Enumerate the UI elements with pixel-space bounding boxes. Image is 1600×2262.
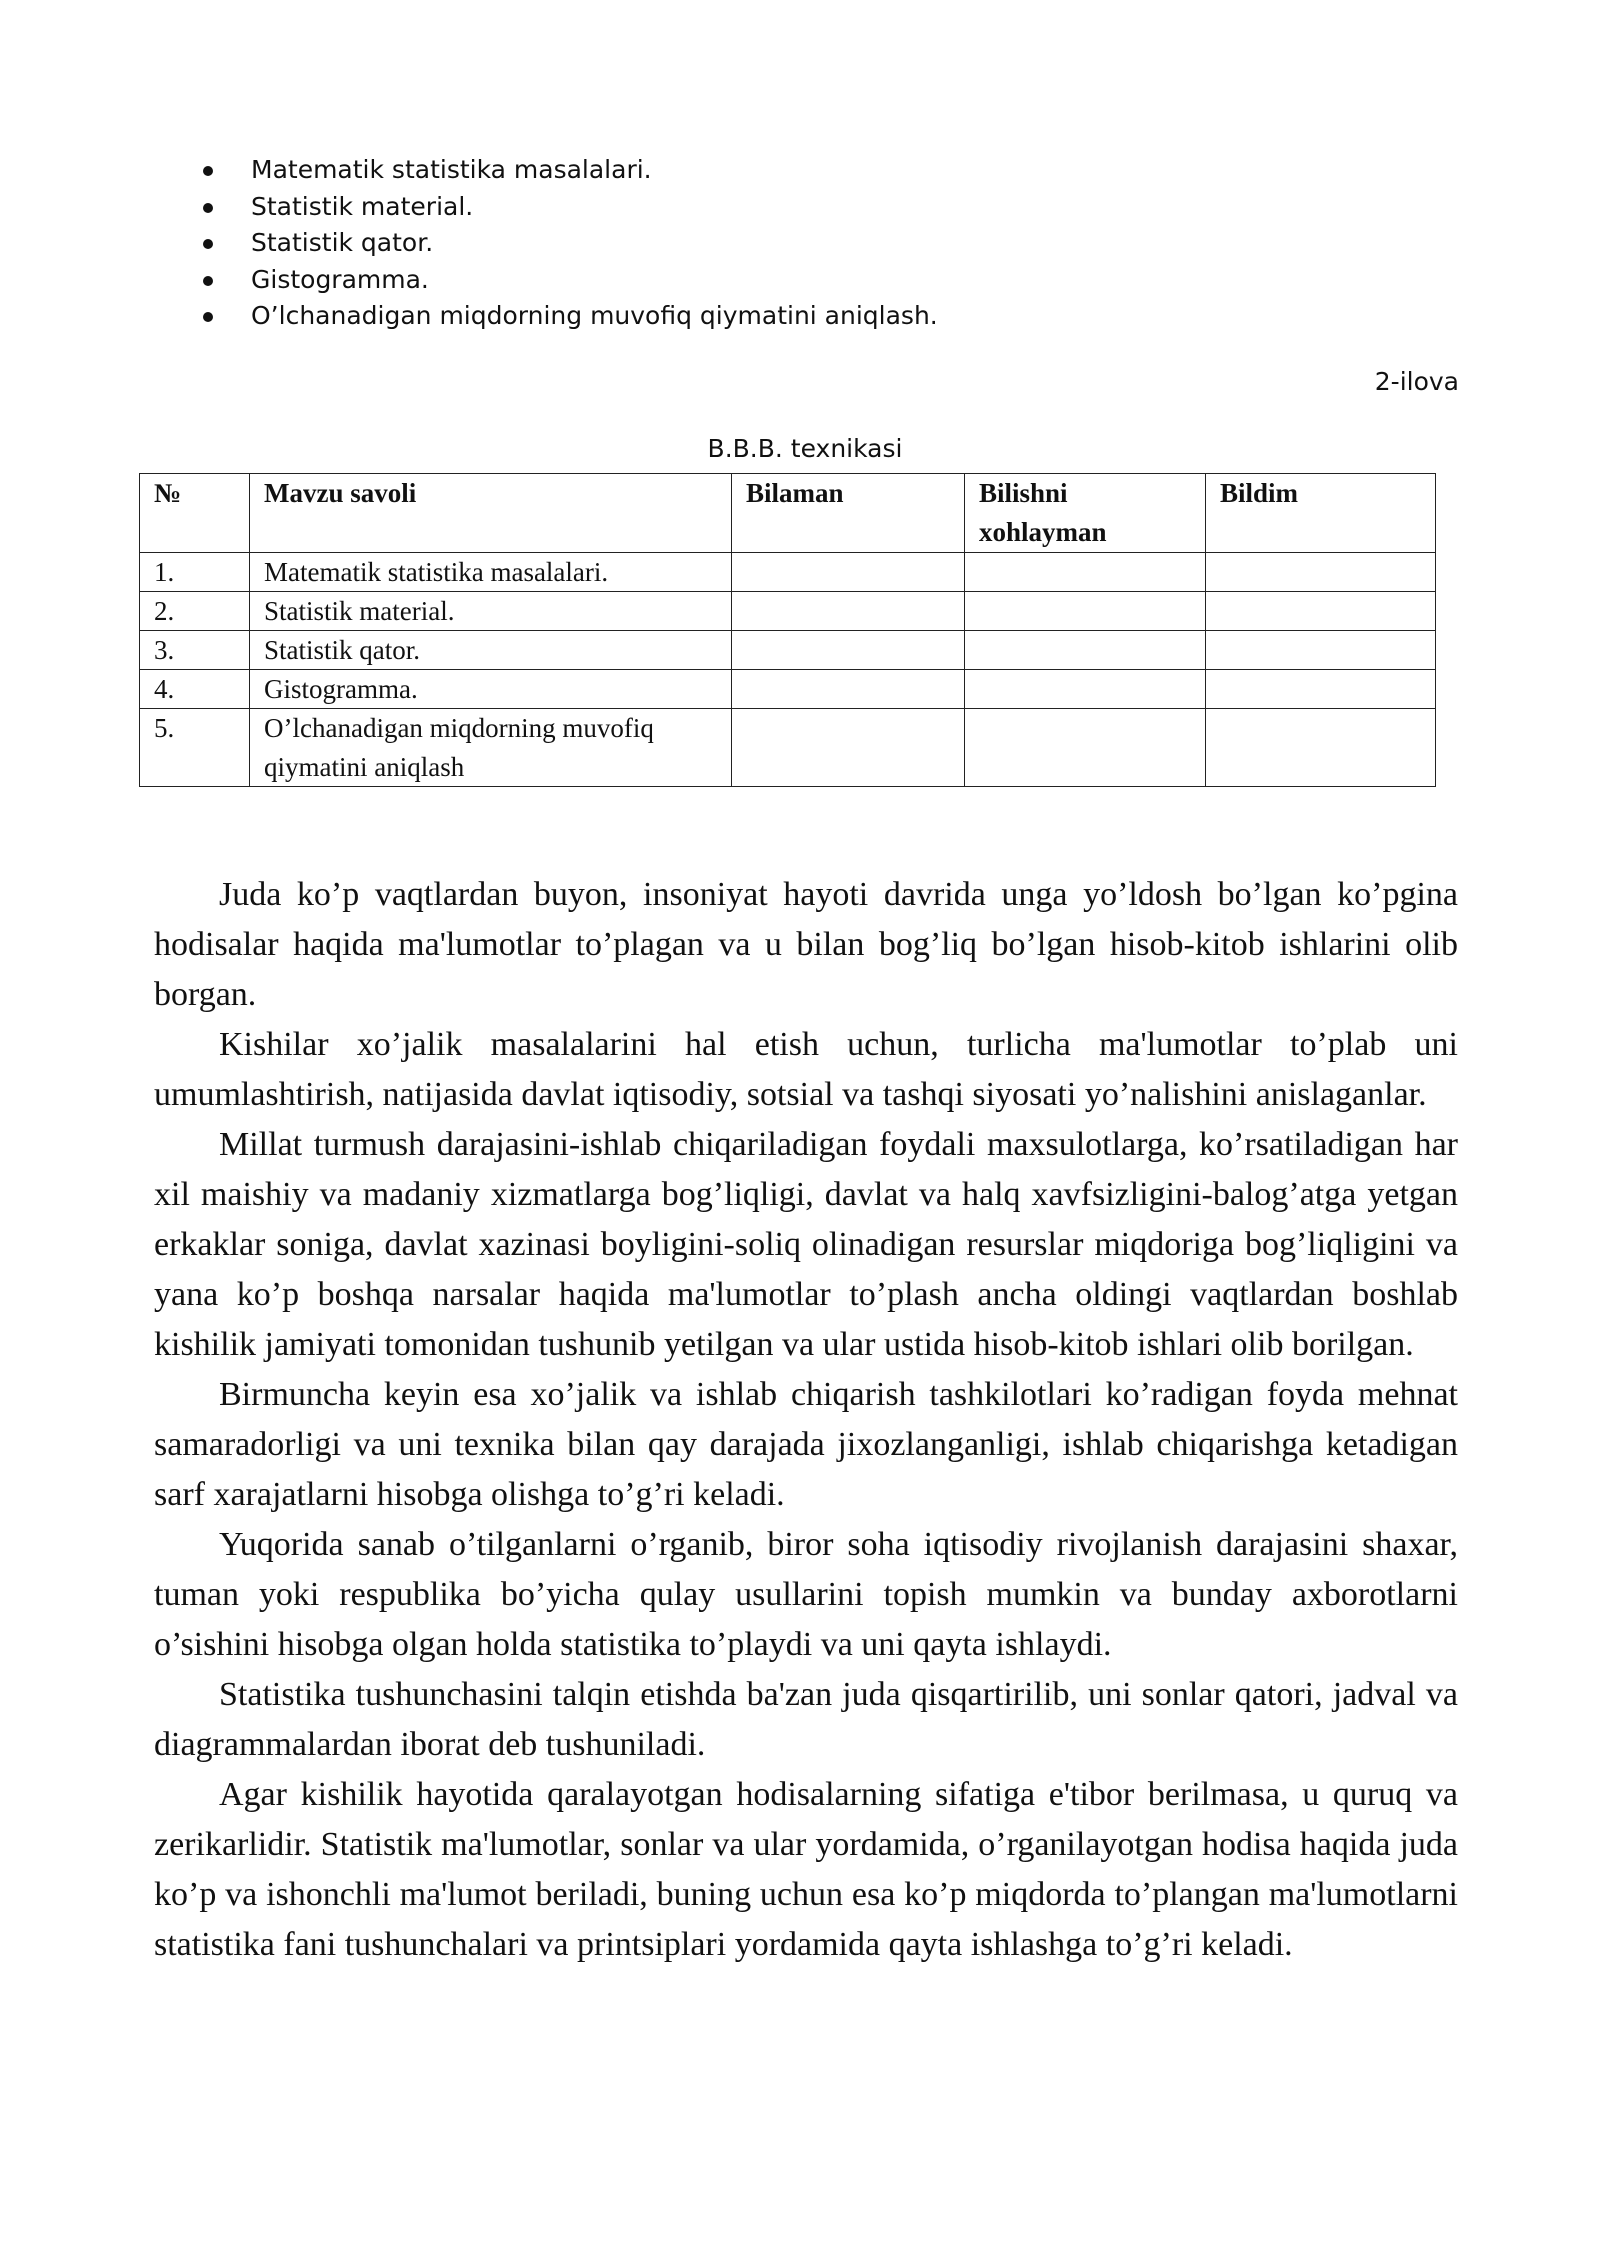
know-cell (732, 553, 965, 592)
bbb-table (139, 473, 1436, 787)
row-number: 5. (140, 709, 250, 787)
row-topic: Statistik qator. (250, 631, 732, 670)
know-cell (732, 631, 965, 670)
learned-cell (1206, 553, 1436, 592)
paragraph: Juda ko’p vaqtlardan buyon, insoniyat hayoti davrida unga yo’ldosh bo’lgan ko’pgina hodisalar haqida ma'lumotlar to’plagan va u bilan bog’liq bo’lgan hisob-kitob ishlarini olib borgan. (154, 876, 1458, 1013)
learned-cell (1206, 592, 1436, 631)
paragraph: Yuqorida sanab o’tilganlarni o’rganib, biror soha iqtisodiy rivojlanish darajasini shaxar, tuman yoki respublika bo’yicha qulay usullarini topish mumkin va bunday axborotlarni o’sishini hisobga olgan holda statistika to’playdi va uni qayta ishlaydi. (154, 1526, 1458, 1663)
row-topic: Statistik material. (250, 592, 732, 631)
learned-cell (1206, 631, 1436, 670)
header-learned: Bildim (1206, 474, 1436, 553)
table-title: B.B.B. texnikasi (707, 434, 903, 463)
row-number: 2. (140, 592, 250, 631)
want-to-know-cell (965, 670, 1206, 709)
body-text (154, 870, 1458, 1970)
row-number: 1. (140, 553, 250, 592)
paragraph: Birmuncha keyin esa xo’jalik va ishlab chiqarish tashkilotlari ko’radigan foyda mehnat samaradorligi va uni texnika bilan qay darajada jixozlanganligi, ishlab chiqarishga ketadigan sarf xarajatlarni hisobga olishga to’g’ri keladi. (154, 1376, 1458, 1513)
row-topic: Matematik statistika masalalari. (250, 553, 732, 592)
paragraph: Statistika tushunchasini talqin etishda ba'zan juda qisqartirilib, uni sonlar qatori, jadval va diagrammalardan iborat deb tushuniladi. (154, 1676, 1458, 1763)
header-number: № (140, 474, 250, 553)
paragraph: Agar kishilik hayotida qaralayotgan hodisalarning sifatiga e'tibor berilmasa, u quruq va zerikarlidir. Statistik ma'lumotlar, sonlar va ular yordamida, o’rganilayotgan hodisa haqida juda ko’p va ishonchli ma'lumot beriladi, buning uchun esa ko’p miqdorda to’plangan ma'lumotlarni statistika fani tushunchalari va printsiplari yordamida qayta ishlashga to’g’ri keladi. (154, 1776, 1458, 1963)
row-number: 3. (140, 631, 250, 670)
table-row (140, 631, 1436, 670)
row-topic: O’lchanadigan miqdorning muvofiq qiymatini aniqlash (250, 709, 732, 787)
topic-bullet-list (200, 152, 1460, 335)
know-cell (732, 709, 965, 787)
table-row (140, 553, 1436, 592)
table-header-row (140, 474, 1436, 553)
header-know: Bilaman (732, 474, 965, 553)
bullet-item: Statistik material. (200, 189, 1460, 226)
want-to-know-cell (965, 592, 1206, 631)
header-topic: Mavzu savoli (250, 474, 732, 553)
annex-label: 2-ilova (1374, 367, 1459, 396)
know-cell (732, 592, 965, 631)
learned-cell (1206, 670, 1436, 709)
table-row (140, 670, 1436, 709)
bullet-item: Gistogramma. (200, 262, 1460, 299)
row-topic: Gistogramma. (250, 670, 732, 709)
table-row (140, 592, 1436, 631)
paragraph: Kishilar xo’jalik masalalarini hal etish uchun, turlicha ma'lumotlar to’plab uni umumlashtirish, natijasida davlat iqtisodiy, sotsial va tashqi siyosati yo’nalishini anislaganlar. (154, 1026, 1458, 1113)
row-number: 4. (140, 670, 250, 709)
know-cell (732, 670, 965, 709)
bullet-item: Statistik qator. (200, 225, 1460, 262)
bullet-item: Matematik statistika masalalari. (200, 152, 1460, 189)
learned-cell (1206, 709, 1436, 787)
paragraph: Millat turmush darajasini-ishlab chiqariladigan foydali maxsulotlarga, ko’rsatiladigan har xil maishiy va madaniy xizmatlarga bog’liqligi, davlat va halq xavfsizligini-balog’atga yetgan erkaklar soniga, davlat xazinasi boyligini-soliq olinadigan resurslar miqdoriga bog’liqligini va yana ko’p boshqa narsalar haqida ma'lumotlar to’plash ancha oldingi vaqtlardan boshlab kishilik jamiyati tomonidan tushunib yetilgan va ular ustida hisob-kitob ishlari olib borilgan. (154, 1126, 1458, 1363)
header-want-to-know: Bilishni xohlayman (965, 474, 1206, 553)
bullet-item: O’lchanadigan miqdorning muvofiq qiymatini aniqlash. (200, 298, 1460, 335)
table-row (140, 709, 1436, 787)
want-to-know-cell (965, 709, 1206, 787)
want-to-know-cell (965, 553, 1206, 592)
want-to-know-cell (965, 631, 1206, 670)
